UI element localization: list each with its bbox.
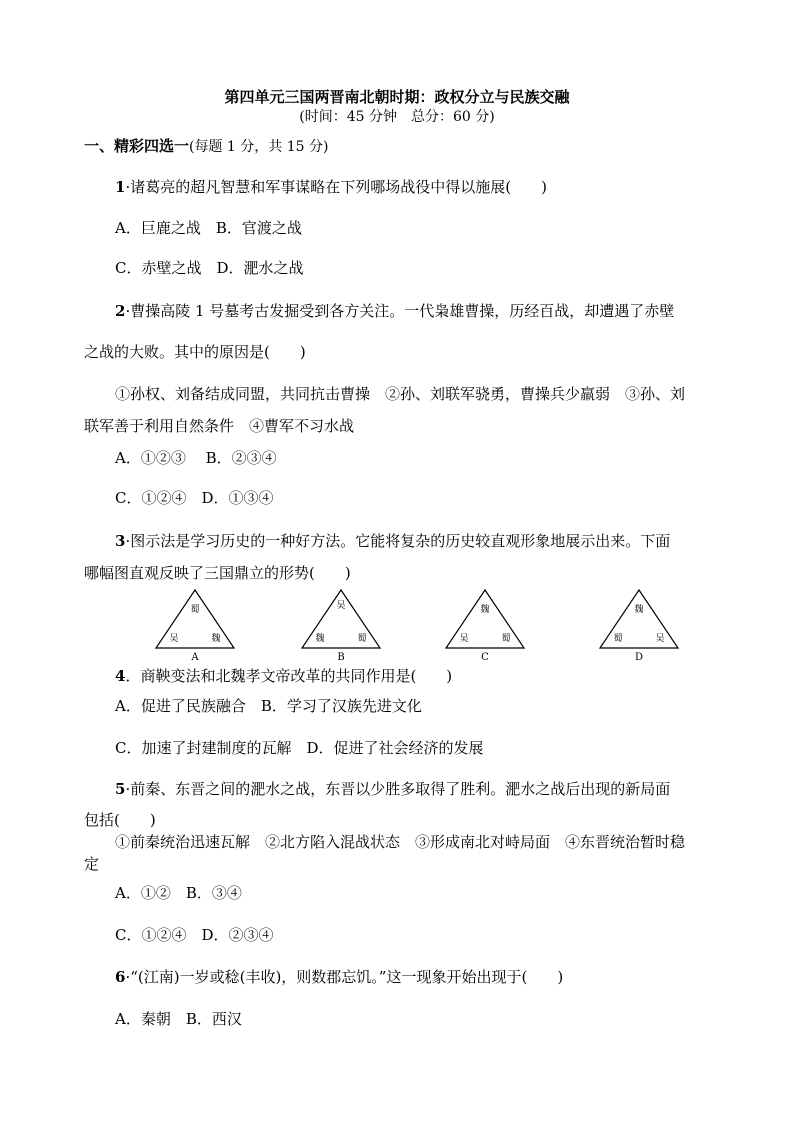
figure-option-d xyxy=(598,588,680,668)
figure-label: C xyxy=(481,652,489,663)
question-2-items-2: 联军善于利用自然条件 ④曹军不习水战 xyxy=(84,417,355,435)
question-4-stem xyxy=(115,667,452,685)
question-number: 2 xyxy=(115,302,126,320)
question-text: 曹操高陵 1 号墓考古发掘受到各方关注。一代枭雄曹操，历经百战，却遭遇了赤壁 xyxy=(130,302,675,320)
question-sep: · xyxy=(125,780,131,798)
figure-option-b xyxy=(300,588,382,668)
question-text: 诸葛亮的超凡智慧和军事谋略在下列哪场战役中得以施展( ) xyxy=(130,178,547,196)
question-number: 6 xyxy=(115,968,126,986)
question-sep: · xyxy=(125,178,131,196)
section-note: (每题 1 分，共 15 分) xyxy=(189,139,329,155)
figure-option-a xyxy=(154,588,236,668)
question-text: “(江南)一岁或稔(丰收)，则数郡忘饥。”这一现象开始出现于( ) xyxy=(130,968,564,986)
question-2-items-1: ①孙权、刘备结成同盟，共同抗击曹操 ②孙、刘联军骁勇，曹操兵少羸弱 ③孙、刘 xyxy=(115,385,686,403)
question-number: 3 xyxy=(115,532,126,550)
page-subtitle: (时间：45 分钟 总分：60 分) xyxy=(299,109,495,125)
question-2-options-1: A．①②③ B．②③④ xyxy=(115,449,277,467)
question-6-options-1: A．秦朝 B．西汉 xyxy=(115,1010,242,1028)
triangle-diagram xyxy=(598,588,680,664)
triangle-top-label: 魏 xyxy=(480,605,490,615)
question-5-stem-cont: 包括( ) xyxy=(84,811,156,829)
question-5-options-1: A．①② B．③④ xyxy=(115,884,242,902)
figure-label: D xyxy=(634,652,644,663)
question-5-items-2: 定 xyxy=(84,855,100,873)
question-number: 5 xyxy=(115,780,126,798)
question-3-stem-cont: 哪幅图直观反映了三国鼎立的形势( ) xyxy=(84,564,351,582)
triangle-diagram xyxy=(444,588,526,664)
question-sep: ． xyxy=(125,667,141,685)
triangle-right-label: 蜀 xyxy=(501,634,511,644)
triangle-right-label: 蜀 xyxy=(357,634,367,644)
question-2-stem xyxy=(115,302,674,320)
triangle-shape xyxy=(600,590,678,648)
question-1-options-1: A．巨鹿之战 B．官渡之战 xyxy=(115,219,302,237)
question-text: 前秦、东晋之间的淝水之战，东晋以少胜多取得了胜利。淝水之战后出现的新局面 xyxy=(130,780,671,798)
question-5-stem xyxy=(115,780,670,798)
figure-label: A xyxy=(191,652,199,663)
triangle-top-label: 蜀 xyxy=(190,605,200,615)
question-number: 4 xyxy=(115,667,126,685)
question-1-stem xyxy=(115,178,547,196)
triangle-shape xyxy=(156,590,234,648)
question-5-items-1: ①前秦统治迅速瓦解 ②北方陷入混战状态 ③形成南北对峙局面 ④东晋统治暂时稳 xyxy=(115,833,686,851)
triangle-left-label: 吴 xyxy=(459,634,469,644)
triangle-shape xyxy=(302,590,380,648)
triangle-top-label: 魏 xyxy=(634,605,644,615)
question-6-stem xyxy=(115,968,563,986)
question-3-stem xyxy=(115,532,670,550)
triangle-diagram xyxy=(300,588,382,664)
triangle-left-label: 吴 xyxy=(169,634,179,644)
triangle-shape xyxy=(446,590,524,648)
section-title: 一、精彩四选一 xyxy=(84,137,190,155)
section-heading xyxy=(84,137,328,156)
triangle-left-label: 魏 xyxy=(315,634,325,644)
question-5-options-2: C．①②④ D．②③④ xyxy=(115,926,274,944)
figure-label: B xyxy=(337,652,345,663)
question-4-options-1: A．促进了民族融合 B．学习了汉族先进文化 xyxy=(115,697,422,715)
triangle-diagram xyxy=(154,588,236,664)
question-text: 图示法是学习历史的一种好方法。它能将复杂的历史较直观形象地展示出来。下面 xyxy=(130,532,671,550)
question-sep: · xyxy=(125,968,131,986)
question-sep: · xyxy=(125,532,131,550)
question-sep: · xyxy=(125,302,131,320)
question-1-options-2: C．赤壁之战 D．淝水之战 xyxy=(115,259,304,277)
page-title: 第四单元三国两晋南北朝时期：政权分立与民族交融 xyxy=(224,88,570,106)
triangle-right-label: 吴 xyxy=(655,634,665,644)
question-4-options-2: C．加速了封建制度的瓦解 D．促进了社会经济的发展 xyxy=(115,739,484,757)
question-text: 商鞅变法和北魏孝文帝改革的共同作用是( ) xyxy=(140,667,453,685)
question-number: 1 xyxy=(115,178,126,196)
triangle-right-label: 魏 xyxy=(211,634,221,644)
triangle-top-label: 吴 xyxy=(336,601,346,611)
question-2-options-2: C．①②④ D．①③④ xyxy=(115,489,274,507)
figure-option-c xyxy=(444,588,526,668)
question-2-stem-cont: 之战的大败。其中的原因是( ) xyxy=(84,343,306,361)
triangle-left-label: 蜀 xyxy=(613,634,623,644)
